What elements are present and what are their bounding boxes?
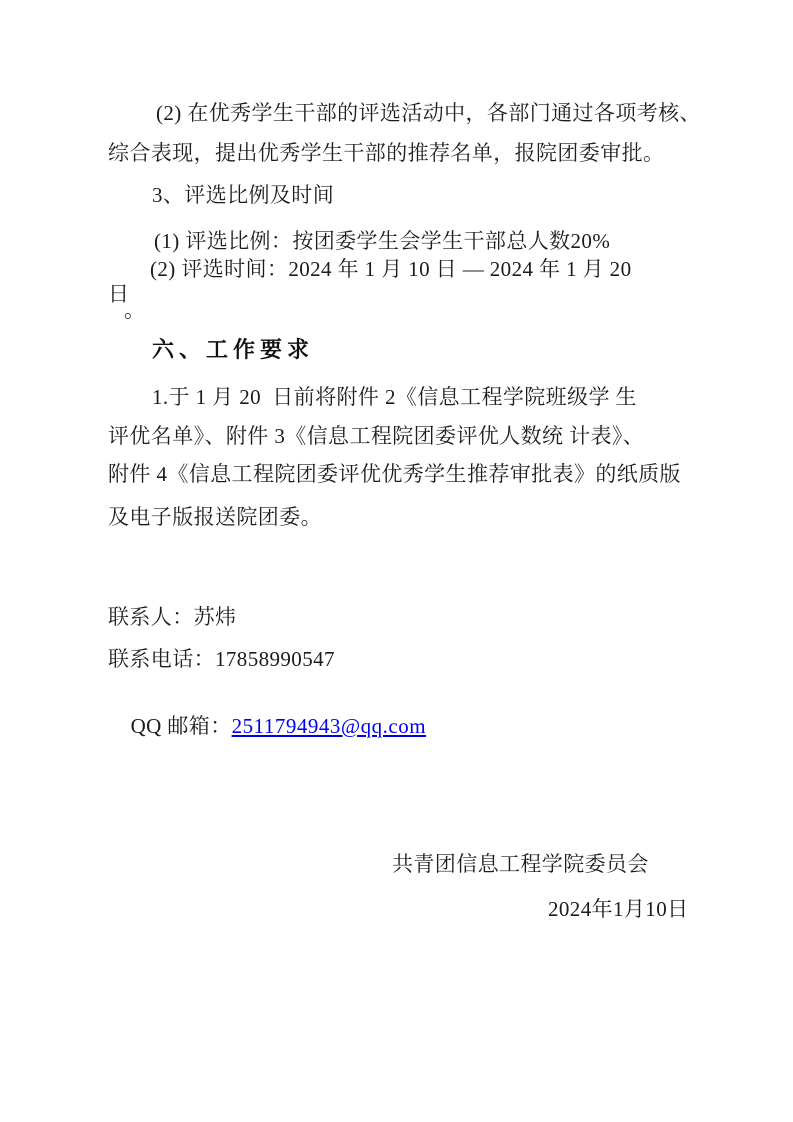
signature-date: 2024年1月10日 (548, 897, 689, 921)
contact-person: 联系人：苏炜 (108, 605, 237, 629)
email-link[interactable]: 2511794943@qq.com (231, 714, 427, 738)
work-requirements-line-3: 附件 4《信息工程院团委评优优秀学生推荐审批表》的纸质版 (108, 462, 681, 486)
selection-paragraph-line-2: 综合表现，提出优秀学生干部的推荐名单，报院团委审批。 (108, 141, 665, 165)
contact-email-row (108, 687, 426, 765)
ratio-item: (1) 评选比例：按团委学生会学生干部总人数20% (154, 229, 611, 253)
contact-phone: 联系电话：17858990547 (108, 647, 335, 671)
time-item-wrap-char: 日 (108, 282, 130, 306)
work-requirements-line-4: 及电子版报送院团委。 (108, 505, 322, 529)
work-requirements-line-1: 1.于 1 月 20 日前将附件 2《信息工程学院班级学 生 (152, 385, 637, 409)
work-requirements-heading: 六、工作要求 (152, 337, 315, 362)
ratio-time-subheading: 3、评选比例及时间 (152, 183, 335, 207)
time-item-line-1: (2) 评选时间：2024 年 1 月 10 日 — 2024 年 1 月 20 (150, 257, 632, 281)
signature-organization: 共青团信息工程学院委员会 (392, 852, 649, 876)
work-requirements-line-2: 评优名单》、附件 3《信息工程院团委评优人数统 计表》、 (108, 424, 645, 448)
selection-paragraph-line-1: (2) 在优秀学生干部的评选活动中，各部门通过各项考核、 (156, 101, 701, 125)
contact-email-label: QQ 邮箱： (130, 714, 232, 738)
time-item-wrap-period: 。 (124, 298, 146, 322)
